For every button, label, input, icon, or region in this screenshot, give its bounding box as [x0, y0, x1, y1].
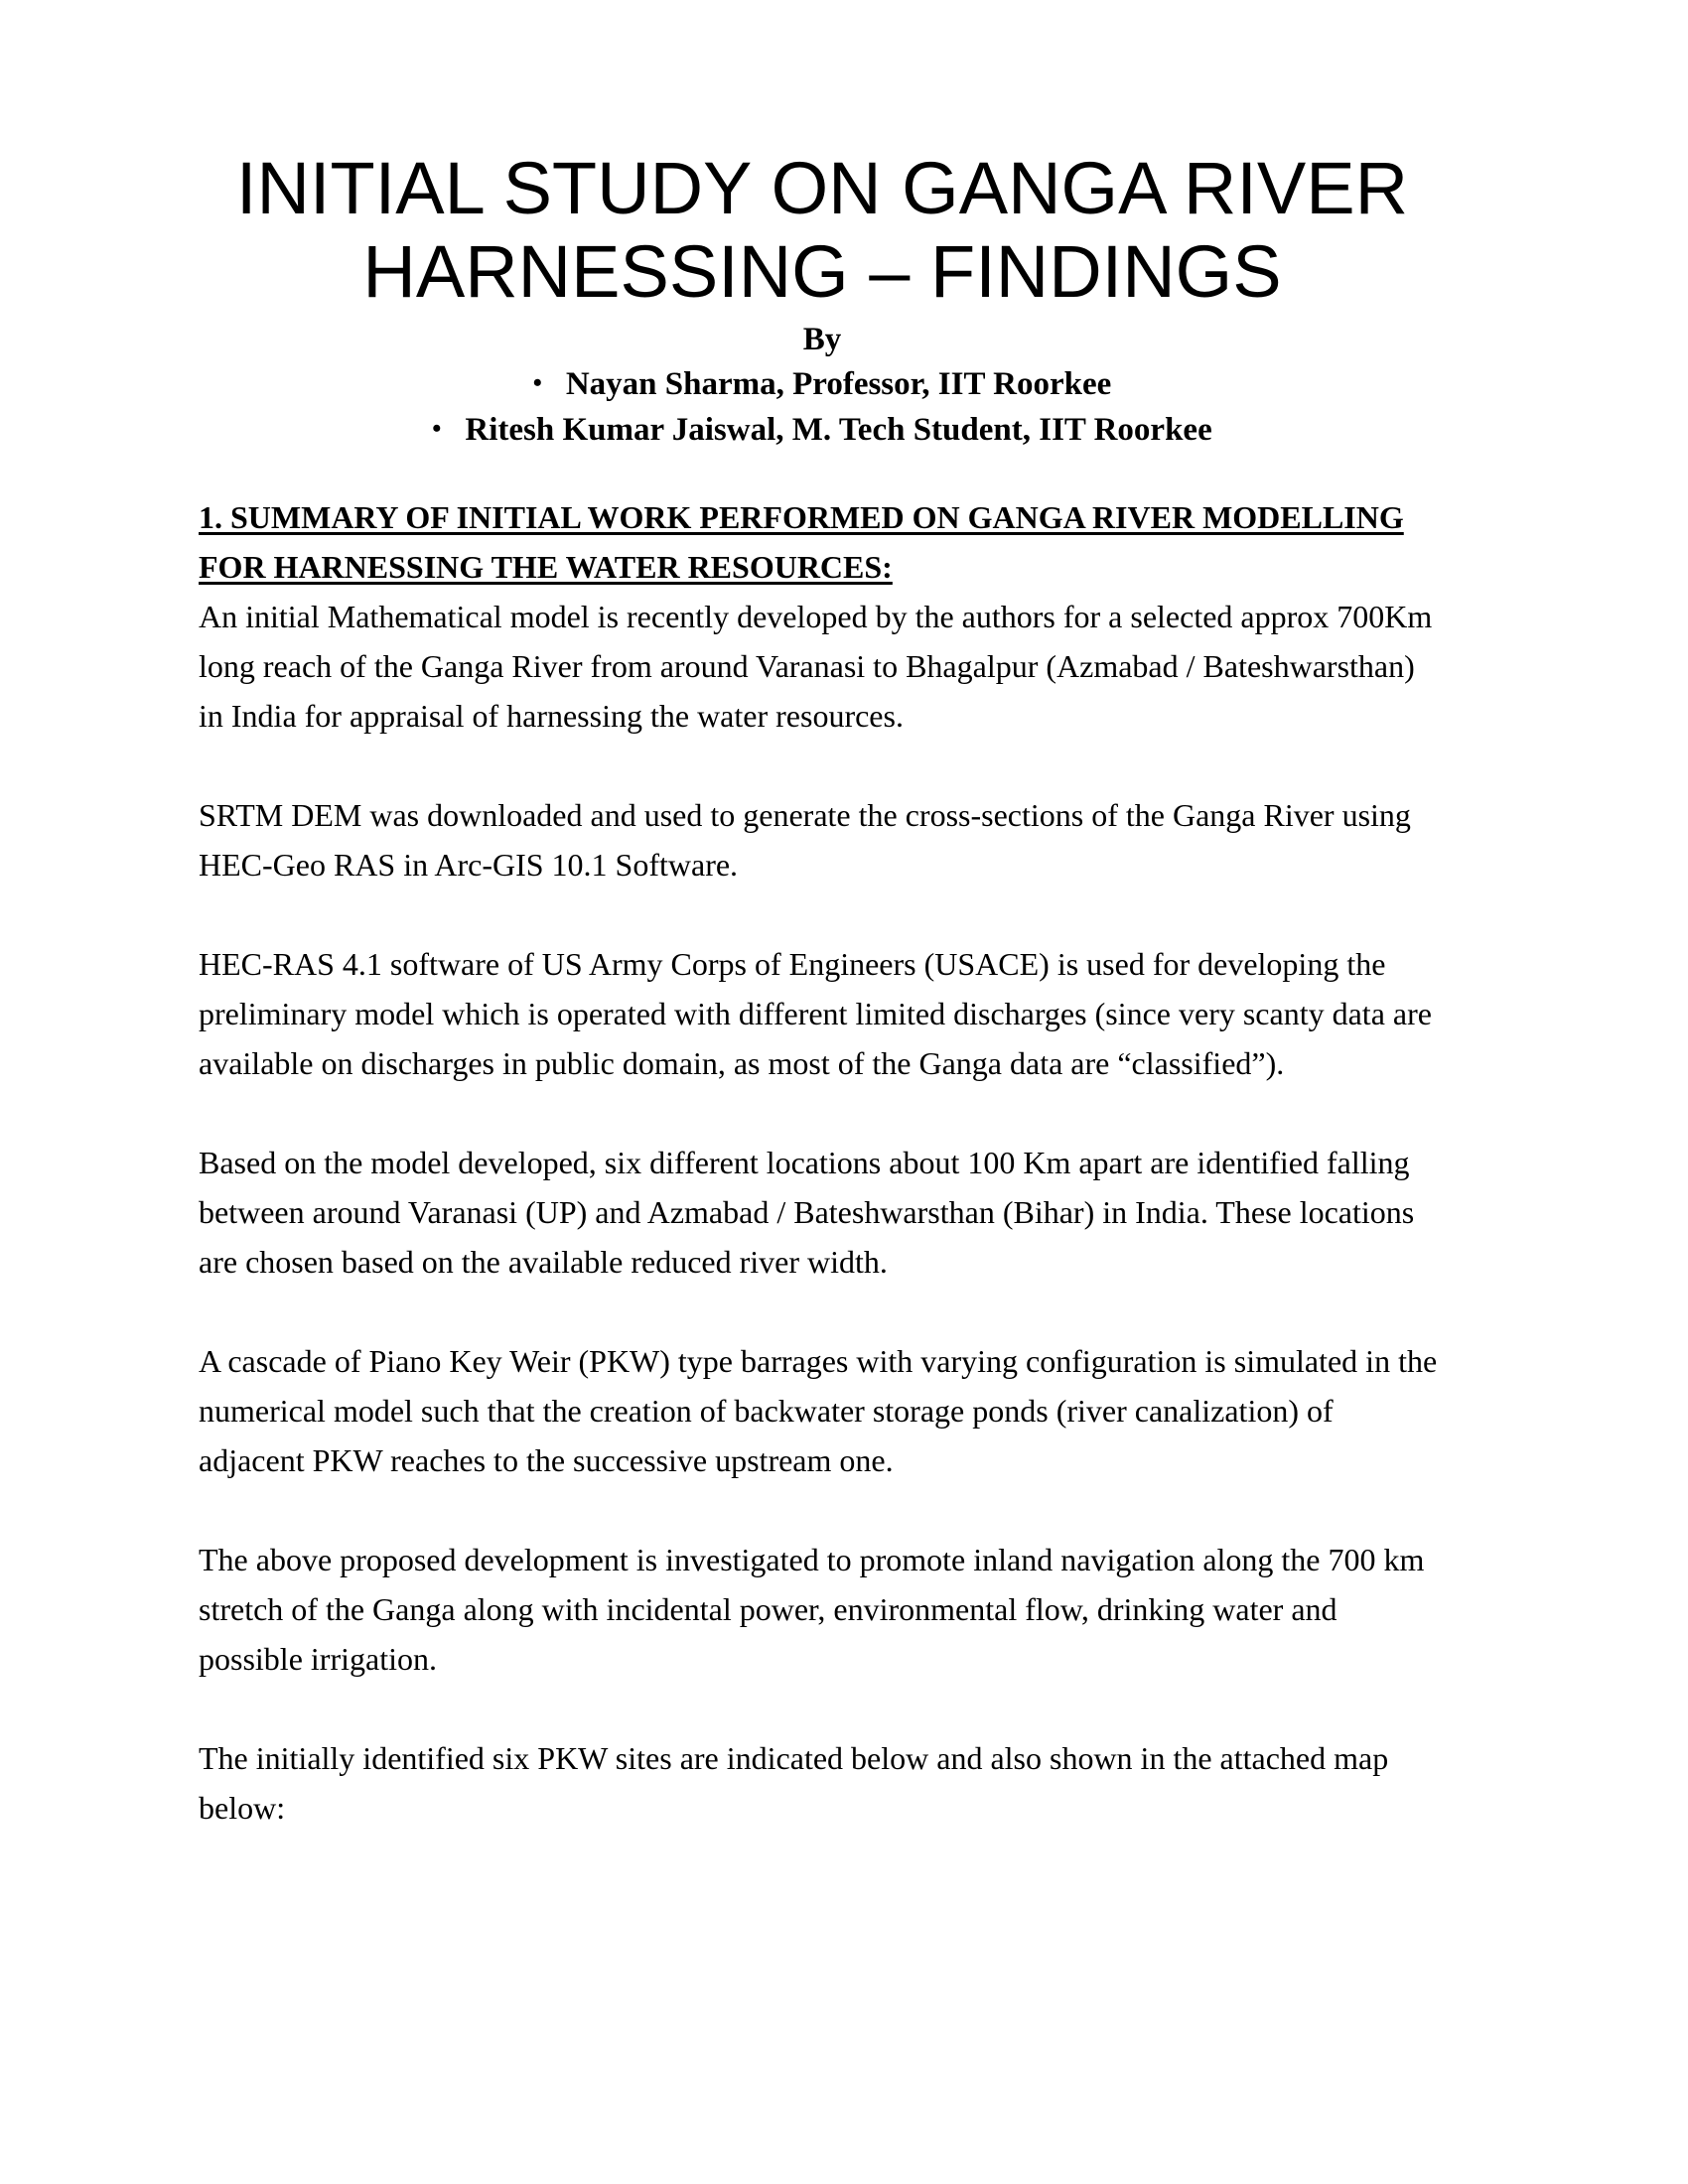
bullet-icon: •: [532, 368, 542, 397]
bullet-icon: •: [432, 414, 442, 443]
list-item: [199, 361, 1446, 407]
body-paragraph-5: A cascade of Piano Key Weir (PKW) type barrages with varying configuration is simulated in the numerical model such that the creation of backwater storage ponds (river canalization) of adjacent PKW reaches to the successive upstream one.: [199, 1343, 1438, 1478]
author-list: [199, 361, 1446, 453]
page-title-line-1: INITIAL STUDY ON GANGA RIVER: [235, 147, 1409, 229]
list-item: [199, 407, 1446, 453]
page-title: [199, 0, 1446, 314]
body-paragraph-3: HEC-RAS 4.1 software of US Army Corps of Engineers (USACE) is used for developing the preliminary model which is operated with different limited discharges (since very scanty data are available on discharges in public domain, as most of the Ganga data are “classified”).: [199, 946, 1432, 1081]
byline-label: By: [802, 322, 842, 357]
document-body-column: [199, 0, 1446, 1833]
section-heading-line-1: 1. SUMMARY OF INITIAL WORK PERFORMED ON GANGA RIVER MODELLING: [199, 499, 1404, 535]
body-paragraph-2: SRTM DEM was downloaded and used to generate the cross-sections of the Ganga River using HEC-Geo RAS in Arc-GIS 10.1 Software.: [199, 797, 1411, 883]
page-title-line-2: HARNESSING – FINDINGS: [362, 230, 1282, 313]
body-paragraph-7: The initially identified six PKW sites are indicated below and also shown in the attached map below:: [199, 1740, 1389, 1826]
body-paragraph-6: The above proposed development is investigated to promote inland navigation along the 700 km stretch of the Ganga along with incidental power, environmental flow, drinking water and possible irrigation.: [199, 1542, 1425, 1677]
author-name-1: Nayan Sharma, Professor, IIT Roorkee: [565, 366, 1112, 402]
body-paragraph-1: An initial Mathematical model is recently developed by the authors for a selected approx 700Km long reach of the Ganga River from around Varanasi to Bhagalpur (Azmabad / Bateshwarsthan) in India for appraisal of harnessing the water resources.: [199, 599, 1433, 734]
body-paragraph-4: Based on the model developed, six different locations about 100 Km apart are identified falling between around Varanasi (UP) and Azmabad / Bateshwarsthan (Bihar) in India. These locations are chosen based on the available reduced river width.: [199, 1145, 1415, 1280]
section-heading: [199, 453, 1446, 592]
author-name-2: Ritesh Kumar Jaiswal, M. Tech Student, IIT Roorkee: [465, 412, 1212, 448]
section-heading-line-2: FOR HARNESSING THE WATER RESOURCES:: [199, 549, 893, 585]
